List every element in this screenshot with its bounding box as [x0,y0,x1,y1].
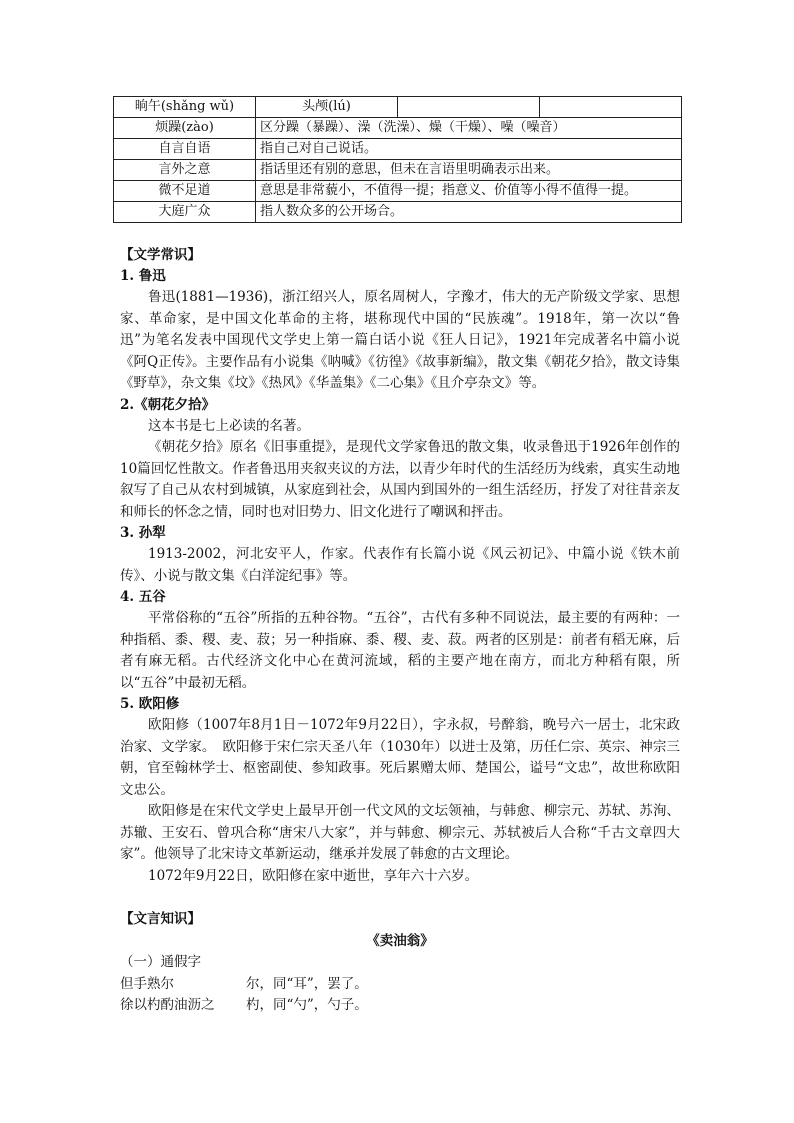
table-cell [398,97,540,118]
section-title-literature: 【文学常识】 [120,247,201,263]
table-row [114,139,682,160]
paragraph: 欧阳修（1007年8月1日－1072年9月22日），字永叔，号醉翁，晚号六一居士，北宋政治家、文学家。 欧阳修于宋仁宗天圣八年（1030年）以进士及第，历任仁宗、英宗、神宗三朝，官至翰林学士、枢密副使、参知政事。死后累赠太师、楚国公，谥号“文忠”，故世称欧阳文忠公。 [120,717,680,798]
item-heading: 4. 五谷 [120,589,166,605]
meaning-cell: 指话里还有别的意思，但未在言语里明确表示出来。 [256,160,682,181]
paragraph: 平常俗称的“五谷”所指的五种谷物。“五谷”，古代有多种不同说法，最主要的有两种：一种指稻、黍、稷、麦、菽；另一种指麻、黍、稷、麦、菽。两者的区别是：前者有稻无麻，后者有麻无稻。古代经济文化中心在黄河流域，稻的主要产地在南方，而北方种稻有限，所以“五谷”中最初无稻。 [120,610,680,691]
list-item [120,974,680,996]
table-row [114,118,682,139]
term-cell: 大庭广众 [114,202,256,223]
term-cell: 自言自语 [114,139,256,160]
note: 杓，同“勺”，勺子。 [246,997,368,1013]
table-cell: 头颅(lú) [256,97,398,118]
table-row [114,160,682,181]
item-heading: 5. 欧阳修 [120,696,180,712]
table-cell [540,97,682,118]
spacer [120,887,680,908]
phrase: 徐以杓酌油沥之 [120,997,215,1013]
main-content [120,244,680,1017]
list-item [120,995,680,1017]
paragraph: 欧阳修是在宋代文学史上最早开创一代文风的文坛领袖，与韩愈、柳宗元、苏轼、苏洵、苏辙、王安石、曾巩合称“唐宋八大家”，并与韩愈、柳宗元、苏轼被后人合称“千古文章四大家”。他领导了北宋诗文革新运动，继承并发展了韩愈的古文理论。 [120,803,680,862]
table-row [114,202,682,223]
item-heading: 1. 鲁迅 [120,268,166,284]
section-title-classical: 【文言知识】 [120,911,201,927]
text-title: 《卖油翁》 [366,933,434,949]
vocabulary-table [113,96,682,223]
sub-heading: （一）通假字 [120,954,201,970]
phrase: 但手熟尔 [120,975,174,992]
paragraph: 鲁迅(1881—1936)，浙江绍兴人，原名周树人，字豫才，伟大的无产阶级文学家、思想家、革命家，是中国文化革命的主将，堪称现代中国的“民族魂”。1918年，第一次以“鲁迅”为笔名发表中国现代文学史上第一篇白话小说《狂人日记》，1921年完成著名中篇小说《阿Q正传》。主要作品有小说集《呐喊》《彷徨》《故事新编》，散文集《朝花夕拾》，散文诗集 《野草》，杂文集《坟》《热风》《华盖集》《二心集》《且介亭杂文》等。 [120,289,680,391]
item-heading: 2.《朝花夕拾》 [120,396,216,413]
item-heading: 3. 孙犁 [120,525,166,541]
note: 尔，同“耳”，罢了。 [246,975,368,992]
paragraph: 这本书是七上必读的名著。 [148,417,310,434]
term-cell: 烦躁(zào) [114,118,256,139]
meaning-cell: 区分躁（暴躁）、澡（洗澡）、燥（干燥）、噪（噪音） [256,118,682,139]
paragraph: 《朝花夕拾》原名《旧事重提》，是现代文学家鲁迅的散文集，收录鲁迅于1926年创作的10篇回忆性散文。作者鲁迅用夹叙夹议的方法，以青少年时代的生活经历为线索，真实生动地叙写了自己从农村到城镇，从家庭到社会，从国内到国外的一组生活经历，抒发了对往昔亲友和师长的怀念之情，同时也对旧势力、旧文化进行了嘲讽和抨击。 [120,439,680,520]
table-cell: 晌午(shǎng wǔ) [114,97,256,118]
paragraph: 1913-2002，河北安平人，作家。代表作有长篇小说《风云初记》、中篇小说《铁木前传》、小说与散文集《白洋淀纪事》等。 [120,546,680,584]
meaning-cell: 指自己对自己说话。 [256,139,682,160]
table-row [114,181,682,202]
table-row [114,97,682,118]
term-cell: 微不足道 [114,181,256,202]
term-cell: 言外之意 [114,160,256,181]
meaning-cell: 指人数众多的公开场合。 [256,202,682,223]
paragraph: 1072年9月22日，欧阳修在家中逝世，享年六十六岁。 [148,867,479,884]
meaning-cell: 意思是非常藐小，不值得一提；指意义、价值等小得不值得一提。 [256,181,682,202]
